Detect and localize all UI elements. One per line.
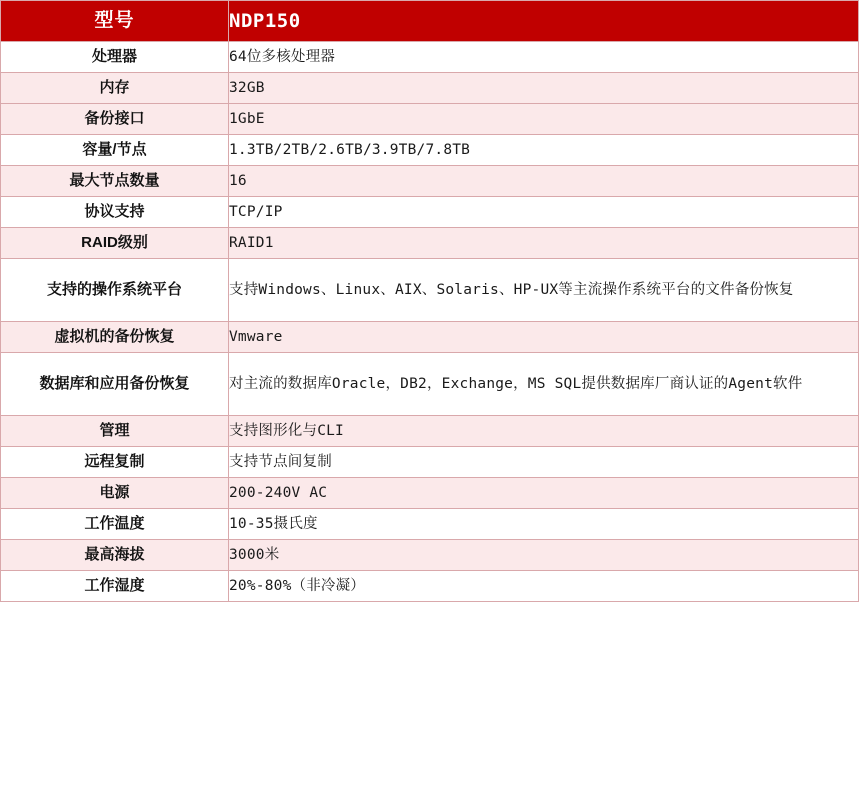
table-row	[1, 166, 859, 197]
spec-label-cell: 处理器	[1, 42, 229, 73]
spec-value-cell: 1.3TB/2TB/2.6TB/3.9TB/7.8TB	[229, 135, 859, 166]
spec-label-cell: 内存	[1, 73, 229, 104]
header-row	[1, 1, 859, 42]
spec-value-cell: 200-240V AC	[229, 478, 859, 509]
spec-value-cell: 3000米	[229, 540, 859, 571]
spec-label-cell: 协议支持	[1, 197, 229, 228]
spec-label-cell: 工作温度	[1, 509, 229, 540]
spec-label-cell: 备份接口	[1, 104, 229, 135]
header-model-value: NDP150	[229, 1, 859, 42]
spec-value-cell: 支持Windows、Linux、AIX、Solaris、HP-UX等主流操作系统平台的文件备份恢复	[229, 259, 859, 322]
spec-label-cell: 容量/节点	[1, 135, 229, 166]
table-row	[1, 42, 859, 73]
table-row	[1, 540, 859, 571]
table-row	[1, 228, 859, 259]
spec-value-cell: 对主流的数据库Oracle，DB2，Exchange，MS SQL提供数据库厂商认证的Agent软件	[229, 353, 859, 416]
spec-value-cell: 20%-80%（非冷凝）	[229, 571, 859, 602]
spec-value-cell: 10-35摄氏度	[229, 509, 859, 540]
table-body	[1, 42, 859, 602]
table-row	[1, 353, 859, 416]
table-row	[1, 509, 859, 540]
spec-value-cell: 16	[229, 166, 859, 197]
table-header	[1, 1, 859, 42]
spec-label-cell: 工作湿度	[1, 571, 229, 602]
spec-label-cell: 管理	[1, 416, 229, 447]
spec-label-cell: 最高海拔	[1, 540, 229, 571]
table-row	[1, 73, 859, 104]
spec-label-cell: 支持的操作系统平台	[1, 259, 229, 322]
table-row	[1, 135, 859, 166]
spec-label-cell: 虚拟机的备份恢复	[1, 322, 229, 353]
spec-label-cell: 电源	[1, 478, 229, 509]
spec-value-cell: 64位多核处理器	[229, 42, 859, 73]
table-row	[1, 447, 859, 478]
spec-label-cell: 最大节点数量	[1, 166, 229, 197]
spec-value-cell: Vmware	[229, 322, 859, 353]
table-row	[1, 416, 859, 447]
header-model-label: 型号	[1, 1, 229, 42]
spec-value-cell: 32GB	[229, 73, 859, 104]
spec-label-cell: 远程复制	[1, 447, 229, 478]
table-row	[1, 104, 859, 135]
spec-value-cell: 1GbE	[229, 104, 859, 135]
spec-value-cell: 支持节点间复制	[229, 447, 859, 478]
table-row	[1, 571, 859, 602]
table-row	[1, 322, 859, 353]
spec-label-cell: 数据库和应用备份恢复	[1, 353, 229, 416]
spec-value-cell: 支持图形化与CLI	[229, 416, 859, 447]
spec-label-cell: RAID级别	[1, 228, 229, 259]
table-row	[1, 197, 859, 228]
table-row	[1, 259, 859, 322]
spec-value-cell: RAID1	[229, 228, 859, 259]
spec-value-cell: TCP/IP	[229, 197, 859, 228]
table-row	[1, 478, 859, 509]
